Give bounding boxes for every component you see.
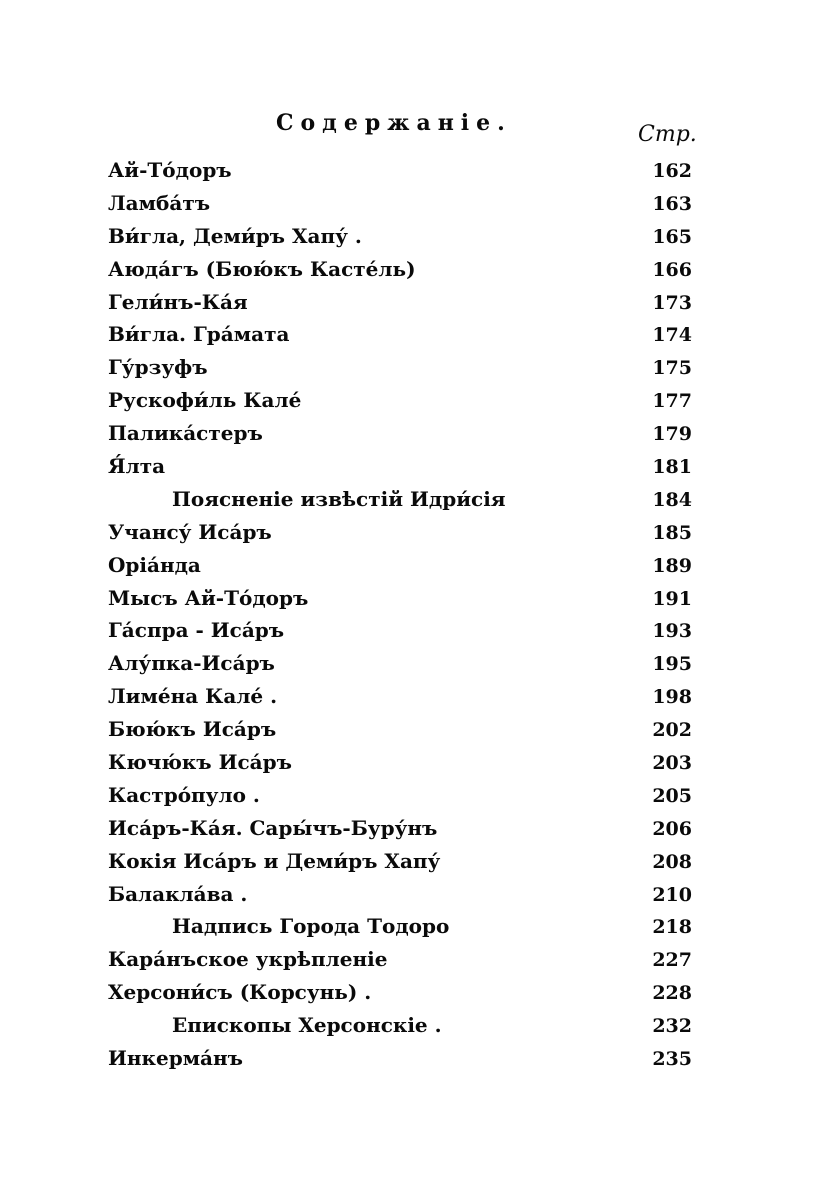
- toc-entry-title: Ви́гла, Деми́ръ Хапу́ .: [108, 223, 362, 248]
- toc-entry: [0, 878, 840, 911]
- toc-entry-title: Кара́нъское укрѣпленіе: [108, 947, 388, 972]
- toc-entry-page-number: 165: [652, 225, 692, 248]
- toc-entry-title: Гу́рзуфъ: [108, 355, 208, 380]
- toc-entry: [0, 582, 840, 615]
- toc-entry-title: Ламба́тъ: [108, 190, 211, 215]
- toc-entry-page-number: 174: [652, 324, 692, 347]
- toc-entry: [0, 910, 840, 943]
- toc-entry: [0, 351, 840, 384]
- toc-entry-page-number: 173: [652, 291, 692, 314]
- toc-entry-page-number: 193: [652, 620, 692, 643]
- toc-entry: [0, 976, 840, 1009]
- toc-entry-page-number: 184: [652, 488, 692, 511]
- toc-entry-title: Ай-То́доръ: [108, 158, 232, 182]
- toc-entry: [0, 812, 840, 845]
- toc-entry-page-number: 166: [652, 258, 692, 281]
- toc-entry: [0, 680, 840, 713]
- toc-entry: [0, 154, 840, 187]
- toc-entry: [0, 779, 840, 812]
- toc-entry: [0, 516, 840, 549]
- toc-entry-page-number: 185: [652, 521, 692, 544]
- toc-entry-title: Алу́пка-Иса́ръ: [108, 651, 275, 676]
- page-column-label: Стр.: [638, 122, 697, 147]
- toc-entry-title: Балакла́ва .: [108, 881, 248, 906]
- toc-entry: [0, 549, 840, 582]
- toc-entry-title: Я́лта: [108, 454, 166, 479]
- toc-entry-title: Мысъ Ай-То́доръ: [108, 585, 309, 610]
- toc-entry-page-number: 202: [652, 719, 692, 742]
- toc-entry: [0, 450, 840, 483]
- toc-entry-title: Херсони́съ (Корсунь) .: [108, 980, 372, 1005]
- toc-entry-title: Инкерма́нъ: [108, 1046, 243, 1071]
- toc-entry-page-number: 206: [652, 817, 692, 840]
- toc-entry-title: Бюю́къ Иса́ръ: [108, 717, 277, 742]
- toc-entry-title: Поясненіе извѣстій Идри́сія: [172, 486, 506, 511]
- toc-entry-title: Гели́нъ-Ка́я: [108, 289, 248, 314]
- toc-entry-title: Га́спра - Иса́ръ: [108, 618, 285, 643]
- toc-entry-page-number: 228: [652, 982, 692, 1005]
- toc-entry-page-number: 198: [652, 686, 692, 709]
- toc-entry-page-number: 235: [652, 1048, 692, 1071]
- toc-entry: [0, 845, 840, 878]
- toc-entry: [0, 253, 840, 286]
- toc-entry-title: Надпись Города Тодоро: [172, 914, 450, 939]
- toc-entry-page-number: 189: [652, 554, 692, 577]
- toc-entry-title: Кючю́къ Иса́ръ: [108, 750, 292, 775]
- toc-entry-title: Оріа́нда: [108, 552, 201, 577]
- toc-entry-title: Иса́ръ-Ка́я. Сары́чъ-Буру́нъ: [108, 815, 438, 840]
- toc-entry: [0, 286, 840, 319]
- toc-entry: [0, 647, 840, 680]
- page-title: Содержаніе.: [276, 110, 512, 136]
- toc-entry-page-number: 163: [652, 192, 692, 215]
- toc-entry-page-number: 191: [652, 587, 692, 610]
- toc-entry: [0, 417, 840, 450]
- toc-entry: [0, 318, 840, 351]
- toc-entry: [0, 187, 840, 220]
- toc-entry-title: Палика́стеръ: [108, 421, 263, 446]
- toc-entry-page-number: 208: [652, 850, 692, 873]
- toc-entry: [0, 746, 840, 779]
- toc-entry-title: Кокія Иса́ръ и Деми́ръ Хапу́: [108, 848, 441, 873]
- toc-entry-page-number: 205: [652, 784, 692, 807]
- toc-entry: [0, 384, 840, 417]
- toc-entry-title: Учансу́ Иса́ръ: [108, 519, 272, 544]
- toc-entry: [0, 713, 840, 746]
- toc-entry: [0, 943, 840, 976]
- toc-entry-title: Рускофи́ль Кале́: [108, 388, 302, 413]
- toc-entry: [0, 1009, 840, 1042]
- toc-entry-page-number: 203: [652, 752, 692, 775]
- toc-entry-title: Кастро́пуло .: [108, 782, 260, 807]
- table-of-contents: [0, 154, 840, 1075]
- toc-entry-page-number: 210: [652, 883, 692, 906]
- toc-entry-page-number: 175: [652, 357, 692, 380]
- toc-entry-title: Аюда́гъ (Бюю́къ Касте́ль): [108, 256, 416, 281]
- toc-entry-page-number: 227: [652, 949, 692, 972]
- toc-entry-page-number: 179: [652, 423, 692, 446]
- toc-entry: [0, 614, 840, 647]
- toc-entry-page-number: 181: [652, 456, 692, 479]
- toc-entry-page-number: 232: [652, 1015, 692, 1038]
- toc-entry: [0, 220, 840, 253]
- toc-entry-page-number: 162: [652, 160, 692, 182]
- toc-entry-title: Лиме́на Кале́ .: [108, 684, 278, 709]
- toc-entry-page-number: 195: [652, 653, 692, 676]
- toc-entry: [0, 1042, 840, 1075]
- toc-entry-page-number: 177: [652, 390, 692, 413]
- toc-entry-title: Ви́гла. Гра́мата: [108, 322, 290, 347]
- toc-entry-page-number: 218: [652, 916, 692, 939]
- toc-entry-title: Епископы Херсонскіе .: [172, 1013, 442, 1038]
- toc-entry: [0, 483, 840, 516]
